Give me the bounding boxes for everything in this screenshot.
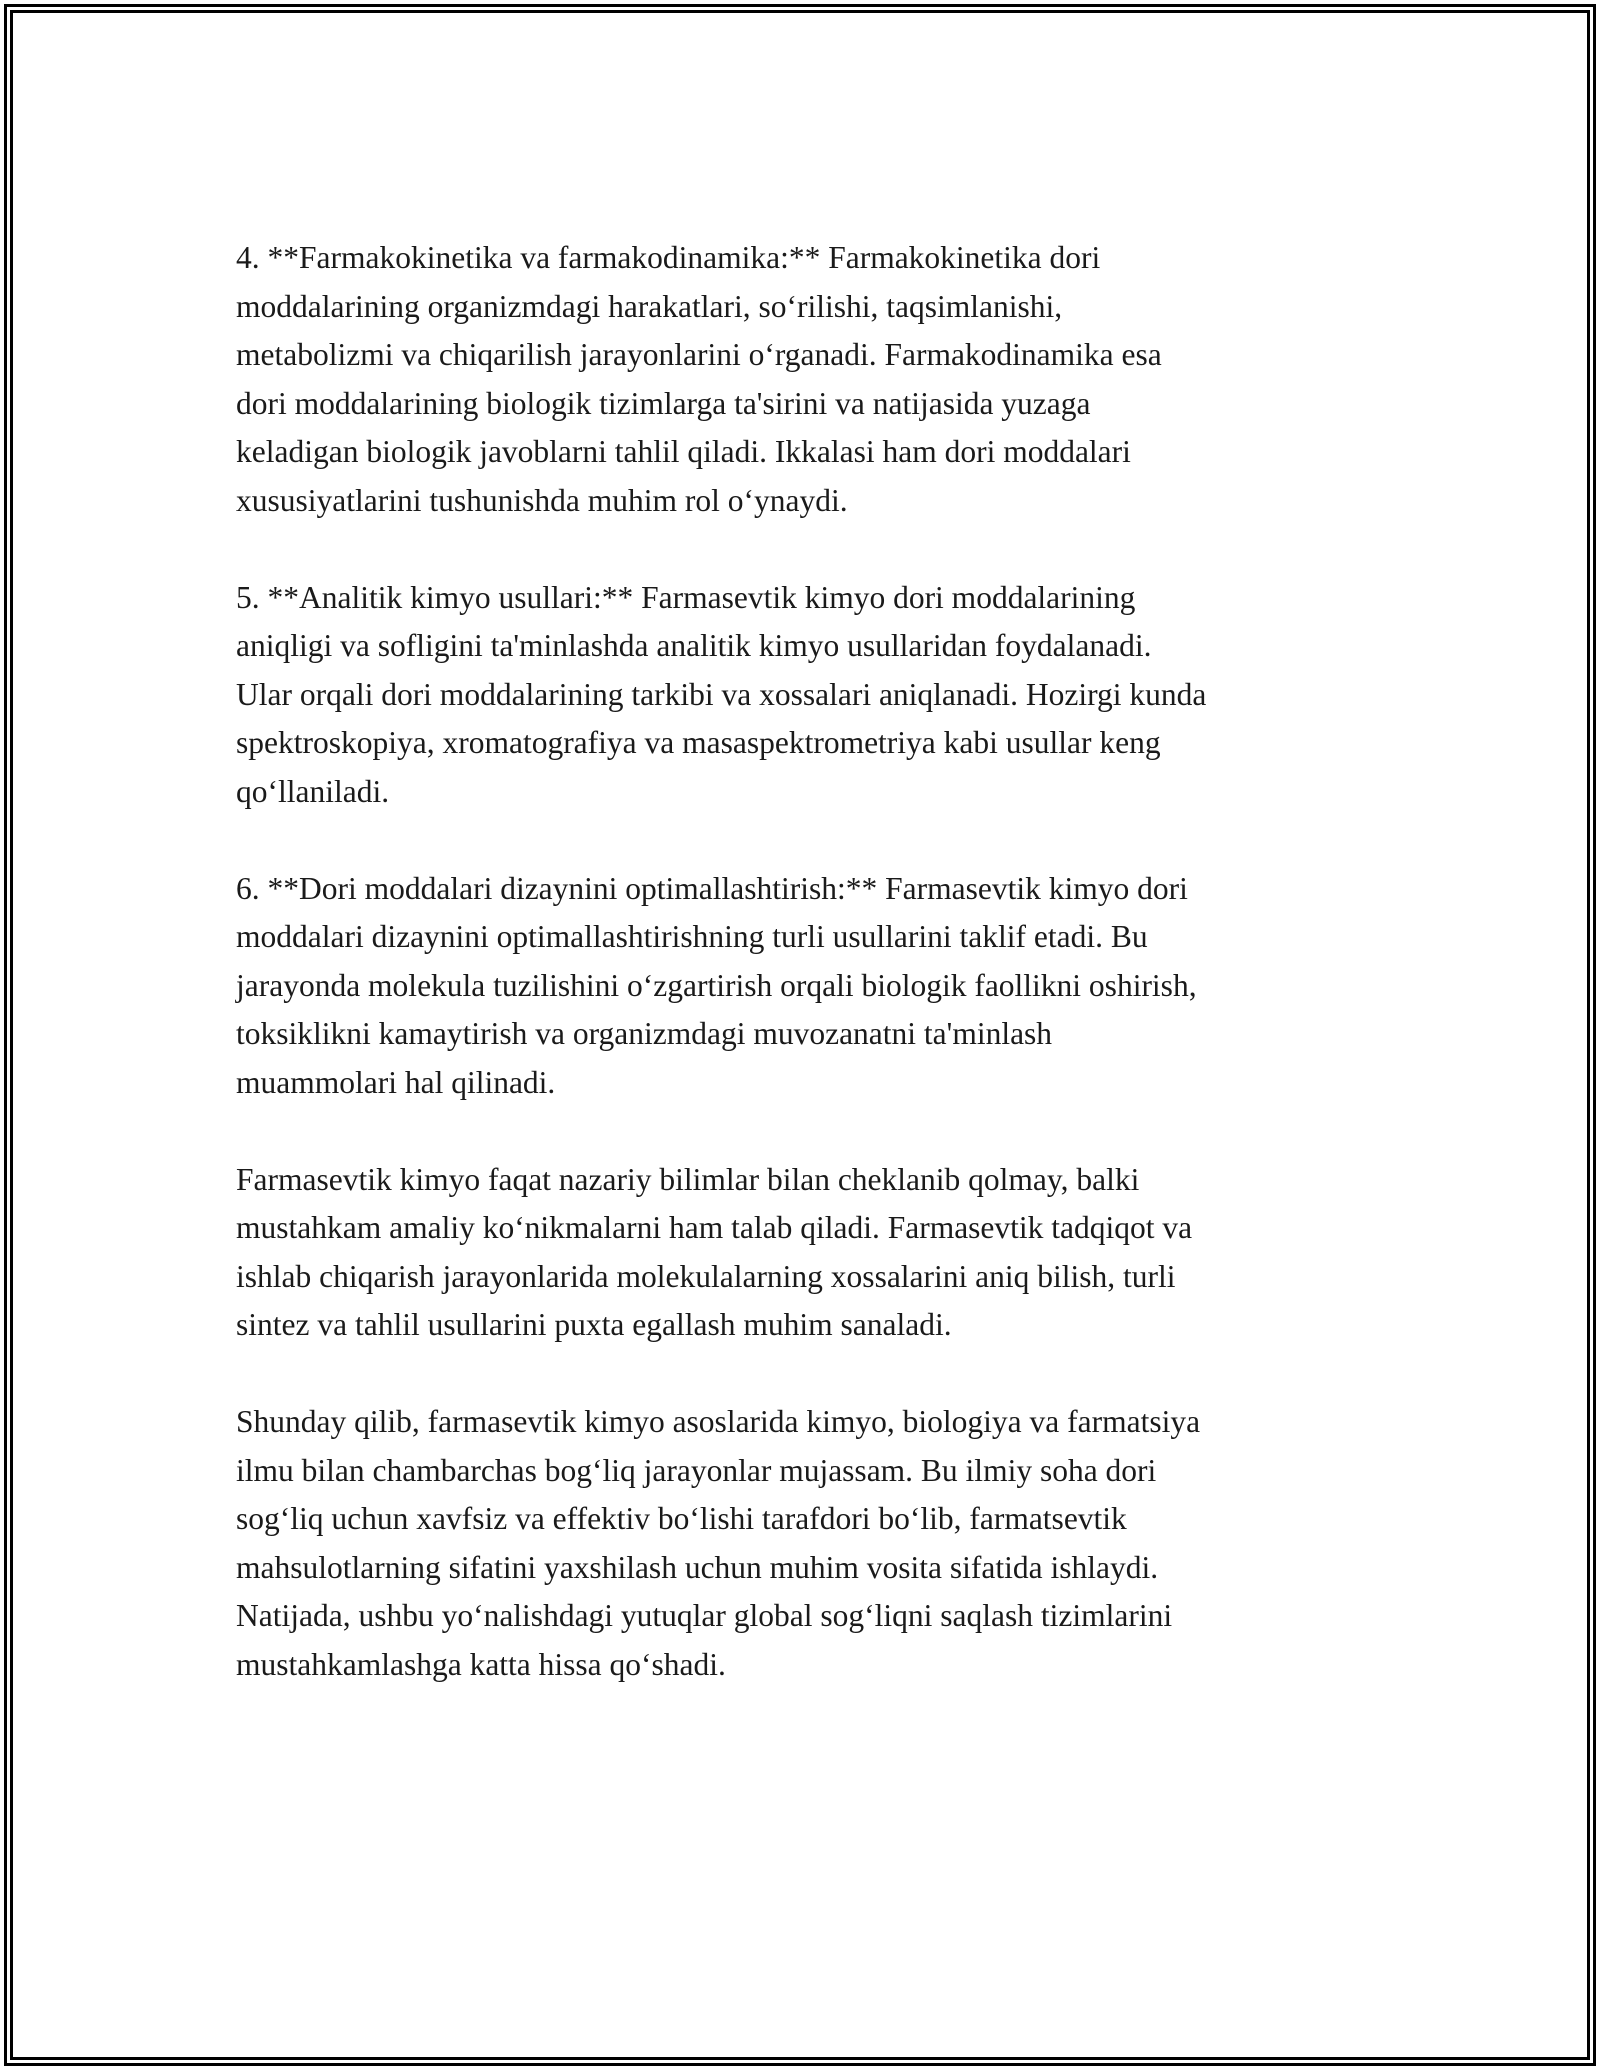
- text-line: 4. **Farmakokinetika va farmakodinamika:** Farmakokinetika dori: [236, 240, 1101, 275]
- paragraph-conclusion: [236, 1398, 1376, 1689]
- document-body: [236, 234, 1376, 1689]
- text-line: moddalarining organizmdagi harakatlari, so‘rilishi, taqsimlanishi,: [236, 288, 1063, 324]
- text-line: metabolizmi va chiqarilish jarayonlarini o‘rganadi. Farmakodinamika esa: [236, 337, 1162, 372]
- paragraph-pharmacokinetics: [236, 234, 1376, 525]
- text-line: dori moddalarining biologik tizimlarga ta'sirini va natijasida yuzaga: [236, 385, 1091, 421]
- text-line: moddalari dizaynini optimallashtirishning turli usullarini taklif etadi. Bu: [236, 919, 1148, 954]
- text-line: ishlab chiqarish jarayonlarida molekulalarning xossalarini aniq bilish, turli: [236, 1258, 1176, 1294]
- text-line: muammolari hal qilinadi.: [236, 1064, 556, 1100]
- text-line: xususiyatlarini tushunishda muhim rol o‘ynaydi.: [236, 482, 848, 518]
- text-line: jarayonda molekula tuzilishini o‘zgartirish orqali biologik faollikni oshirish,: [236, 967, 1197, 1003]
- text-line: toksiklikni kamaytirish va organizmdagi muvozanatni ta'minlash: [236, 1016, 1053, 1051]
- text-line: Ular orqali dori moddalarining tarkibi va xossalari aniqlanadi. Hozirgi kunda: [236, 676, 1207, 712]
- text-line: 5. **Analitik kimyo usullari:** Farmasevtik kimyo dori moddalarining: [236, 579, 1136, 615]
- text-line: sog‘liq uchun xavfsiz va effektiv bo‘lishi tarafdori bo‘lib, farmatsevtik: [236, 1501, 1127, 1536]
- text-line: mahsulotlarning sifatini yaxshilash uchun muhim vosita sifatida ishlaydi.: [236, 1549, 1159, 1585]
- text-line: 6. **Dori moddalari dizaynini optimallashtirish:** Farmasevtik kimyo dori: [236, 870, 1188, 906]
- text-line: keladigan biologik javoblarni tahlil qiladi. Ikkalasi ham dori moddalari: [236, 434, 1131, 469]
- text-line: Natijada, ushbu yo‘nalishdagi yutuqlar global sog‘liqni saqlash tizimlarini: [236, 1598, 1173, 1633]
- text-line: sintez va tahlil usullarini puxta egallash muhim sanaladi.: [236, 1307, 952, 1342]
- paragraph-drug-design: [236, 865, 1376, 1108]
- text-line: mustahkam amaliy ko‘nikmalarni ham talab qiladi. Farmasevtik tadqiqot va: [236, 1210, 1193, 1245]
- text-line: mustahkamlashga katta hissa qo‘shadi.: [236, 1646, 726, 1682]
- text-line: spektroskopiya, xromatografiya va masaspektrometriya kabi usullar keng: [236, 725, 1161, 760]
- text-line: qo‘llaniladi.: [236, 773, 390, 809]
- paragraph-analytical-methods: [236, 574, 1376, 817]
- text-line: Farmasevtik kimyo faqat nazariy bilimlar bilan cheklanib qolmay, balki: [236, 1161, 1140, 1197]
- text-line: Shunday qilib, farmasevtik kimyo asoslarida kimyo, biologiya va farmatsiya: [236, 1404, 1201, 1439]
- paragraph-practical-skills: [236, 1156, 1376, 1350]
- text-line: aniqligi va sofligini ta'minlashda analitik kimyo usullaridan foydalanadi.: [236, 628, 1152, 663]
- text-line: ilmu bilan chambarchas bog‘liq jarayonlar mujassam. Bu ilmiy soha dori: [236, 1452, 1157, 1488]
